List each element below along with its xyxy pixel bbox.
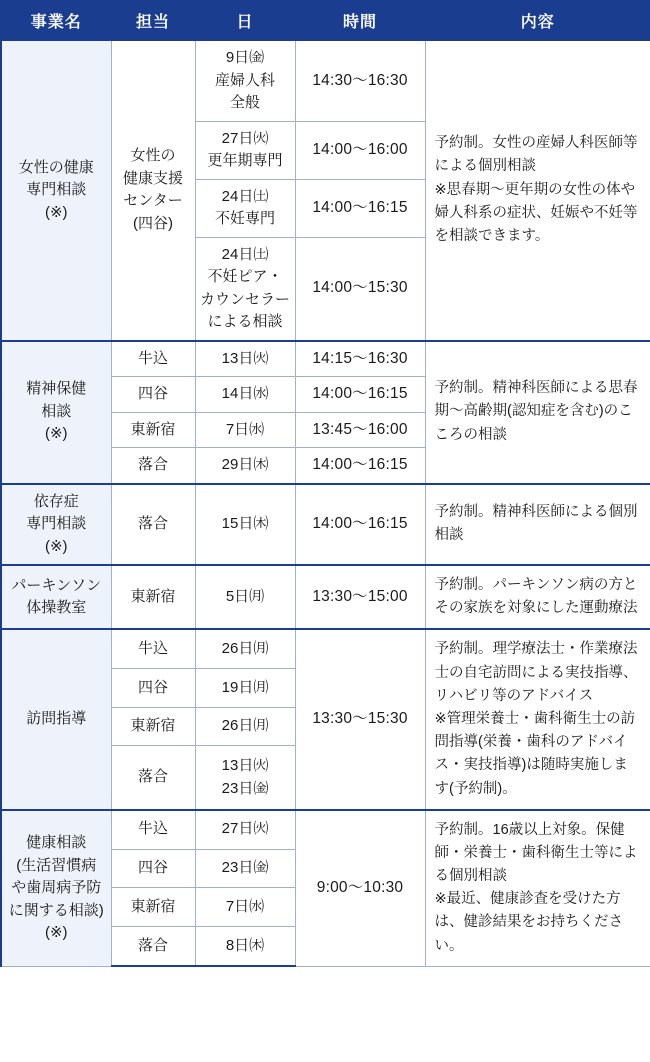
time-cell: 14:00〜16:15 xyxy=(295,484,425,566)
staff-cell: 東新宿 xyxy=(111,565,195,629)
day-cell: 24日㈯ 不妊専門 xyxy=(195,179,295,237)
table-row xyxy=(1,484,650,566)
day-cell: 26日㈪ xyxy=(195,707,295,746)
time-cell: 14:00〜16:00 xyxy=(295,121,425,179)
service-name-cell: 女性の健康 専門相談 (※) xyxy=(1,40,111,341)
time-cell: 13:45〜16:00 xyxy=(295,412,425,448)
day-cell: 27日㈫ 更年期専門 xyxy=(195,121,295,179)
day-cell: 23日㈮ xyxy=(195,849,295,888)
detail-cell: 予約制。女性の産婦人科医師等による個別相談 ※思春期〜更年期の女性の体や婦人科系の症状、妊娠や不妊等を相談できます。 xyxy=(425,40,650,341)
staff-cell: 落合 xyxy=(111,484,195,566)
staff-cell: 四谷 xyxy=(111,849,195,888)
staff-cell: 女性の 健康支援 センター (四谷) xyxy=(111,40,195,341)
detail-cell: 予約制。16歳以上対象。保健師・栄養士・歯科衛生士等による個別相談 ※最近、健康診査を受けた方は、健診結果をお持ちください。 xyxy=(425,810,650,967)
service-name-cell: 健康相談 (生活習慣病 や歯周病予防 に関する相談) (※) xyxy=(1,810,111,967)
table-body xyxy=(1,40,650,966)
table-row xyxy=(1,629,650,668)
header-row xyxy=(1,1,650,40)
staff-cell: 四谷 xyxy=(111,669,195,708)
detail-cell: 予約制。パーキンソン病の方とその家族を対象にした運動療法 xyxy=(425,565,650,629)
time-cell: 14:00〜16:15 xyxy=(295,377,425,413)
staff-cell: 牛込 xyxy=(111,810,195,849)
detail-cell: 予約制。精神科医師による個別相談 xyxy=(425,484,650,566)
service-name-cell: 訪問指導 xyxy=(1,629,111,809)
service-name-cell: 依存症 専門相談 (※) xyxy=(1,484,111,566)
column-header-time: 時間 xyxy=(295,1,425,40)
day-cell: 29日㈭ xyxy=(195,448,295,484)
staff-cell: 東新宿 xyxy=(111,412,195,448)
staff-cell: 東新宿 xyxy=(111,707,195,746)
day-cell: 7日㈬ xyxy=(195,888,295,927)
day-cell: 19日㈪ xyxy=(195,669,295,708)
staff-cell: 牛込 xyxy=(111,629,195,668)
detail-cell: 予約制。精神科医師による思春期〜高齢期(認知症を含む)のこころの相談 xyxy=(425,341,650,484)
time-cell: 9:00〜10:30 xyxy=(295,810,425,967)
staff-cell: 落合 xyxy=(111,927,195,966)
column-header-staff: 担当 xyxy=(111,1,195,40)
time-cell: 14:30〜16:30 xyxy=(295,40,425,121)
table-row xyxy=(1,40,650,121)
day-cell: 14日㈬ xyxy=(195,377,295,413)
time-cell: 14:15〜16:30 xyxy=(295,341,425,377)
time-cell: 14:00〜16:15 xyxy=(295,448,425,484)
table-row xyxy=(1,341,650,377)
staff-cell: 牛込 xyxy=(111,341,195,377)
day-cell: 9日㈮ 産婦人科 全般 xyxy=(195,40,295,121)
table-row xyxy=(1,810,650,849)
time-cell: 14:00〜16:15 xyxy=(295,179,425,237)
day-cell: 7日㈬ xyxy=(195,412,295,448)
day-cell: 5日㈪ xyxy=(195,565,295,629)
table-header xyxy=(1,1,650,40)
service-name-cell: パーキンソン 体操教室 xyxy=(1,565,111,629)
staff-cell: 落合 xyxy=(111,746,195,810)
column-header-service: 事業名 xyxy=(1,1,111,40)
detail-cell: 予約制。理学療法士・作業療法士の自宅訪問による実技指導、リハビリ等のアドバイス ※管理栄養士・歯科衛生士の訪問指導(栄養・歯科のアドバイス・実技指導)は随時実施します(予約制)。 xyxy=(425,629,650,809)
day-cell: 27日㈫ xyxy=(195,810,295,849)
column-header-day: 日 xyxy=(195,1,295,40)
day-cell: 13日㈫ 23日㈮ xyxy=(195,746,295,810)
day-cell: 26日㈪ xyxy=(195,629,295,668)
staff-cell: 四谷 xyxy=(111,377,195,413)
staff-cell: 落合 xyxy=(111,448,195,484)
time-cell: 14:00〜15:30 xyxy=(295,237,425,341)
service-name-cell: 精神保健 相談 (※) xyxy=(1,341,111,484)
day-cell: 8日㈭ xyxy=(195,927,295,966)
staff-cell: 東新宿 xyxy=(111,888,195,927)
time-cell: 13:30〜15:30 xyxy=(295,629,425,809)
day-cell: 24日㈯ 不妊ピア・ カウンセラー による相談 xyxy=(195,237,295,341)
day-cell: 13日㈫ xyxy=(195,341,295,377)
day-cell: 15日㈭ xyxy=(195,484,295,566)
column-header-detail: 内容 xyxy=(425,1,650,40)
time-cell: 13:30〜15:00 xyxy=(295,565,425,629)
table-row xyxy=(1,565,650,629)
